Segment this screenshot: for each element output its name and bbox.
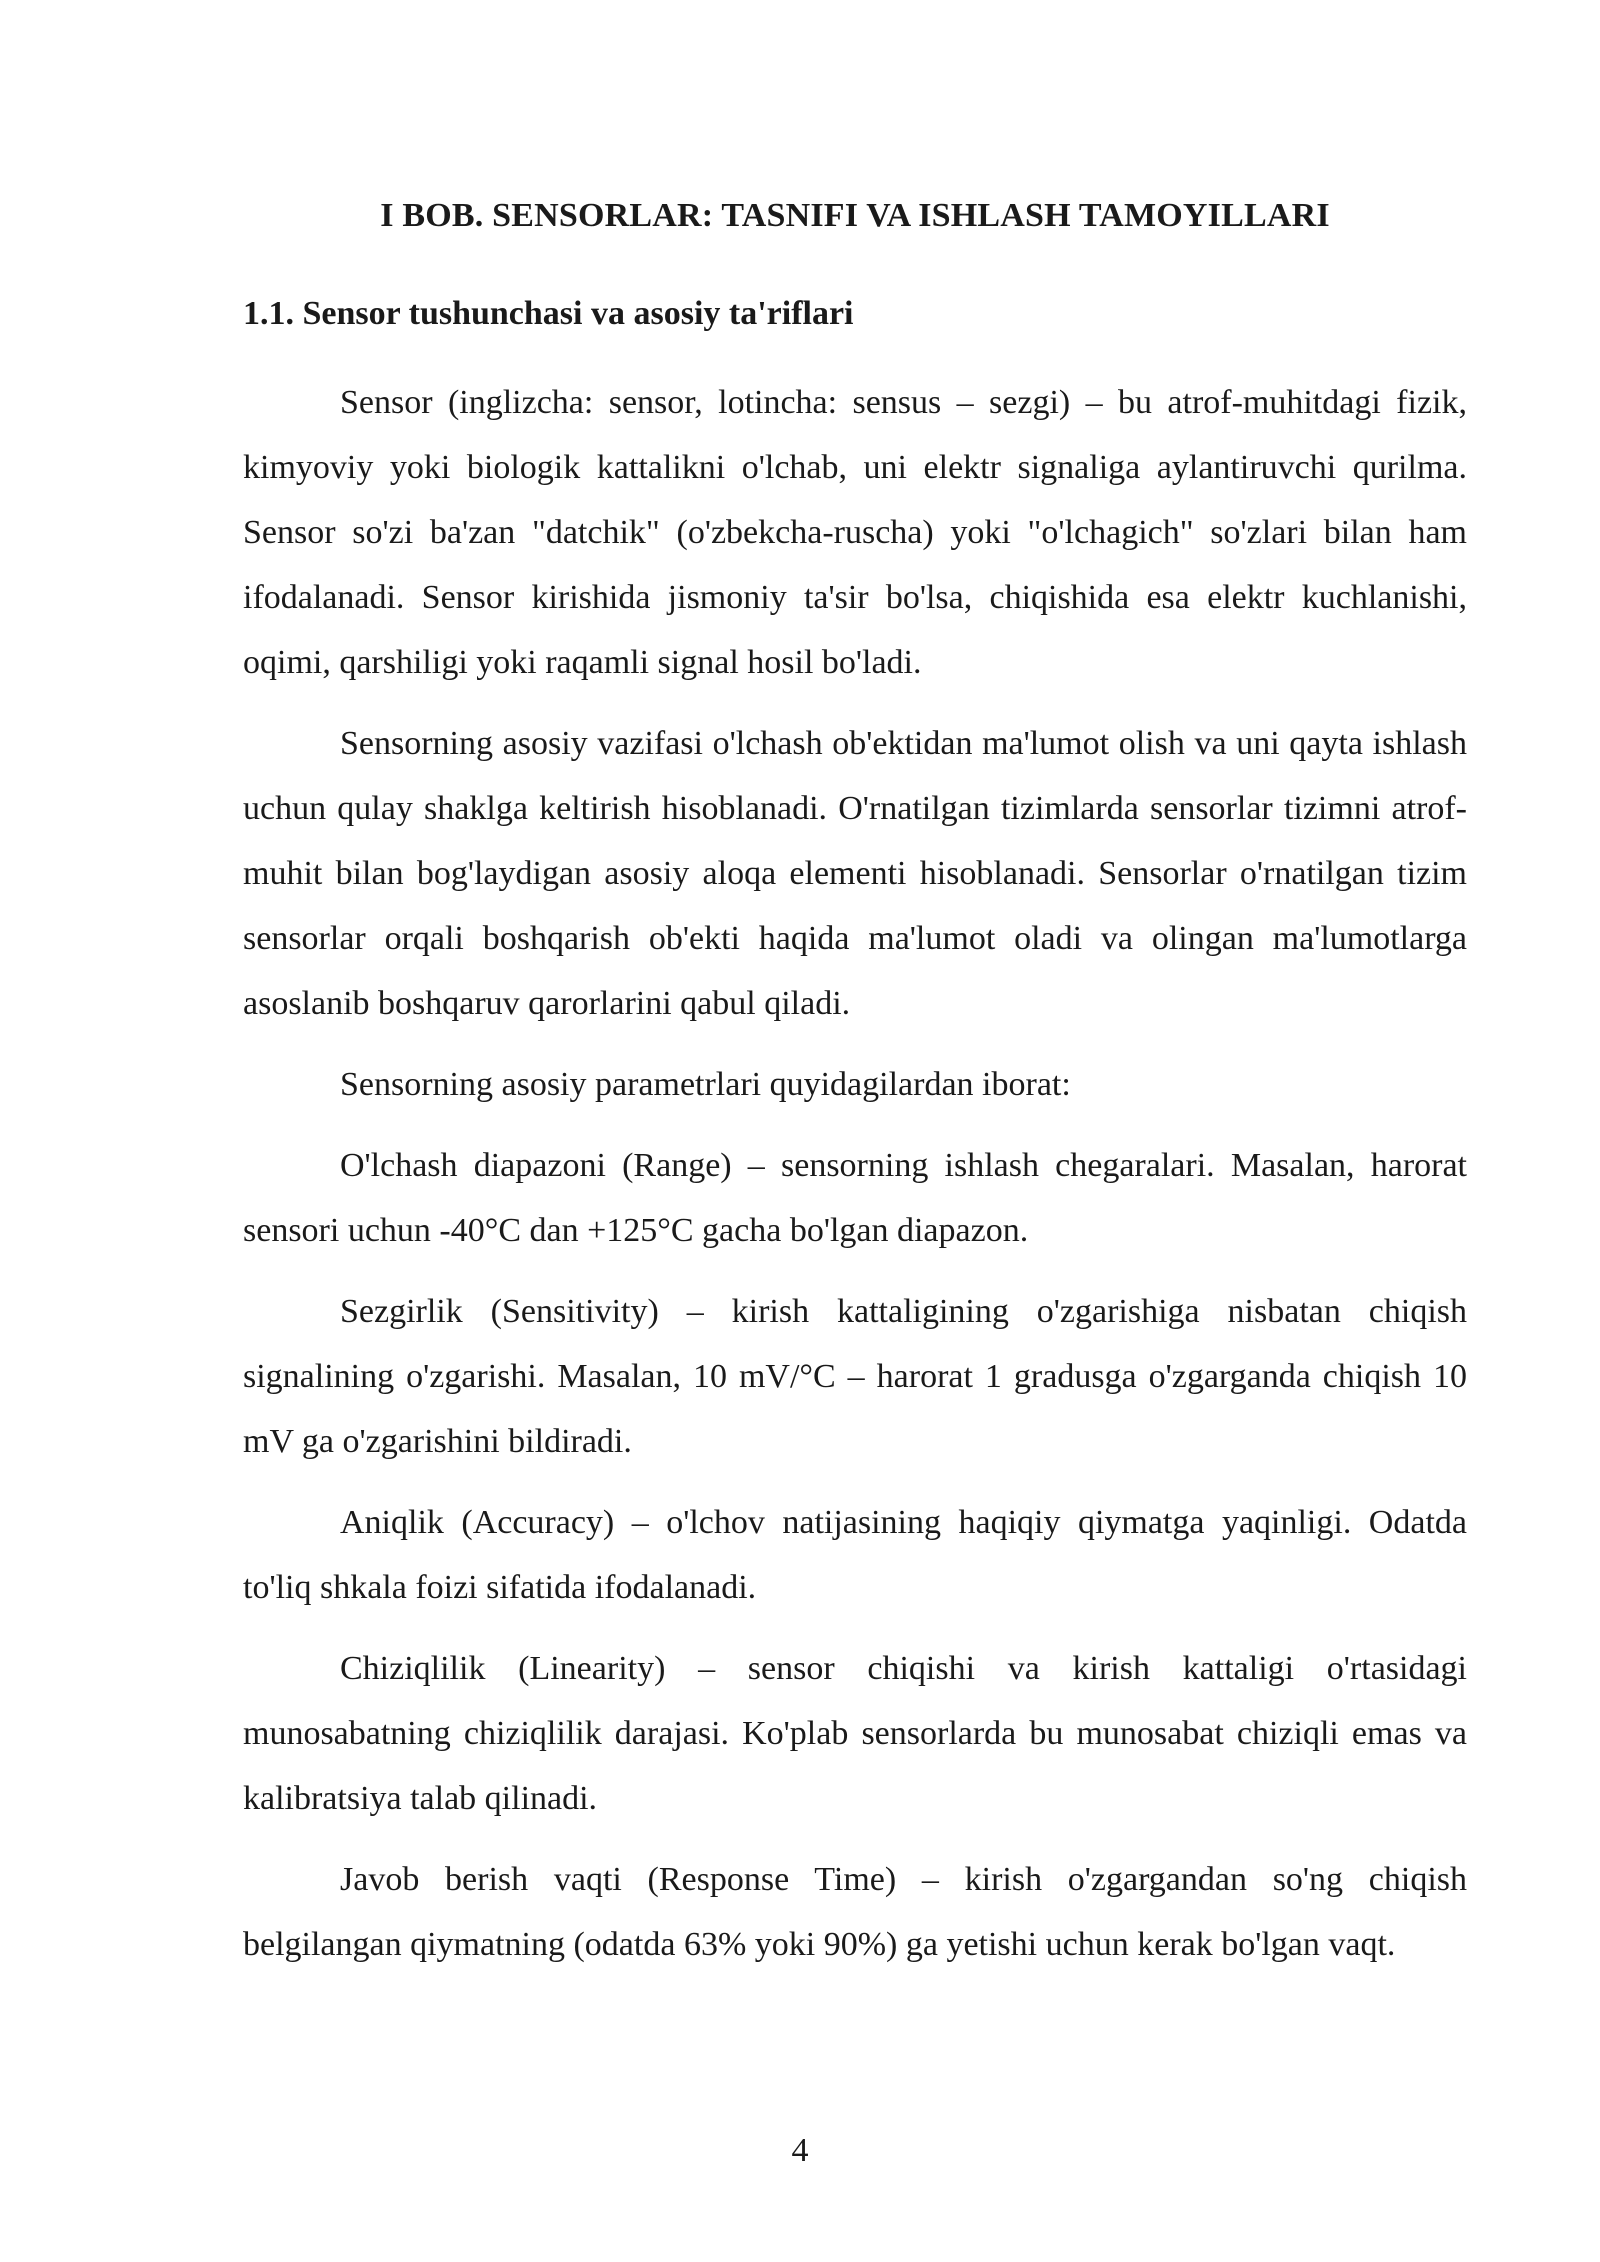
paragraph-linearity: Chiziqlilik (Linearity) – sensor chiqishi va kirish kattaligi o'rtasidagi munosabatning chiziqlilik darajasi. Ko'plab sensorlarda bu munosabat chiziqli emas va kalibratsiya talab qilinadi.: [243, 1650, 1467, 1817]
document-page: [243, 190, 1467, 1993]
paragraph-response-time: Javob berish vaqti (Response Time) – kirish o'zgargandan so'ng chiqish belgilangan qiymatning (odatda 63% yoki 90%) ga yetishi uchun kerak bo'lgan vaqt.: [243, 1861, 1467, 1963]
paragraph-main-function: Sensorning asosiy vazifasi o'lchash ob'ektidan ma'lumot olish va uni qayta ishlash uchun qulay shaklga keltirish hisoblanadi. O'rnatilgan tizimlarda sensorlar tizimni atrof-muhit bilan bog'laydigan asosiy aloqa elementi hisoblanadi. Sensorlar o'rnatilgan tizim sensorlar orqali boshqarish ob'ekti haqida ma'lumot oladi va olingan ma'lumotlarga asoslanib boshqaruv qarorlarini qabul qiladi.: [243, 725, 1467, 1022]
paragraph-range: O'lchash diapazoni (Range) – sensorning ishlash chegaralari. Masalan, harorat sensori uchun -40°C dan +125°C gacha bo'lgan diapazon.: [243, 1147, 1467, 1249]
page-number: 4: [791, 2132, 809, 2169]
paragraph-definition: Sensor (inglizcha: sensor, lotincha: sensus – sezgi) – bu atrof-muhitdagi fizik, kimyoviy yoki biologik kattalikni o'lchab, uni elektr signaliga aylantiruvchi qurilma. Sensor so'zi ba'zan "datchik" (o'zbekcha-ruscha) yoki "o'lchagich" so'zlari bilan ham ifodalanadi. Sensor kirishida jismoniy ta'sir bo'lsa, chiqishida esa elektr kuchlanishi, oqimi, qarshiligi yoki raqamli signal hosil bo'ladi.: [243, 384, 1467, 681]
paragraph-accuracy: Aniqlik (Accuracy) – o'lchov natijasining haqiqiy qiymatga yaqinligi. Odatda to'liq shkala foizi sifatida ifodalanadi.: [243, 1504, 1467, 1606]
section-title: 1.1. Sensor tushunchasi va asosiy ta'riflari: [243, 295, 854, 332]
paragraph-parameters-intro: Sensorning asosiy parametrlari quyidagilardan iborat:: [340, 1066, 1071, 1103]
chapter-title: I BOB. SENSORLAR: TASNIFI VA ISHLASH TAMOYILLARI: [380, 197, 1330, 234]
paragraph-sensitivity: Sezgirlik (Sensitivity) – kirish kattaligining o'zgarishiga nisbatan chiqish signalining o'zgarishi. Masalan, 10 mV/°C – harorat 1 gradusga o'zgarganda chiqish 10 mV ga o'zgarishini bildiradi.: [243, 1293, 1467, 1460]
